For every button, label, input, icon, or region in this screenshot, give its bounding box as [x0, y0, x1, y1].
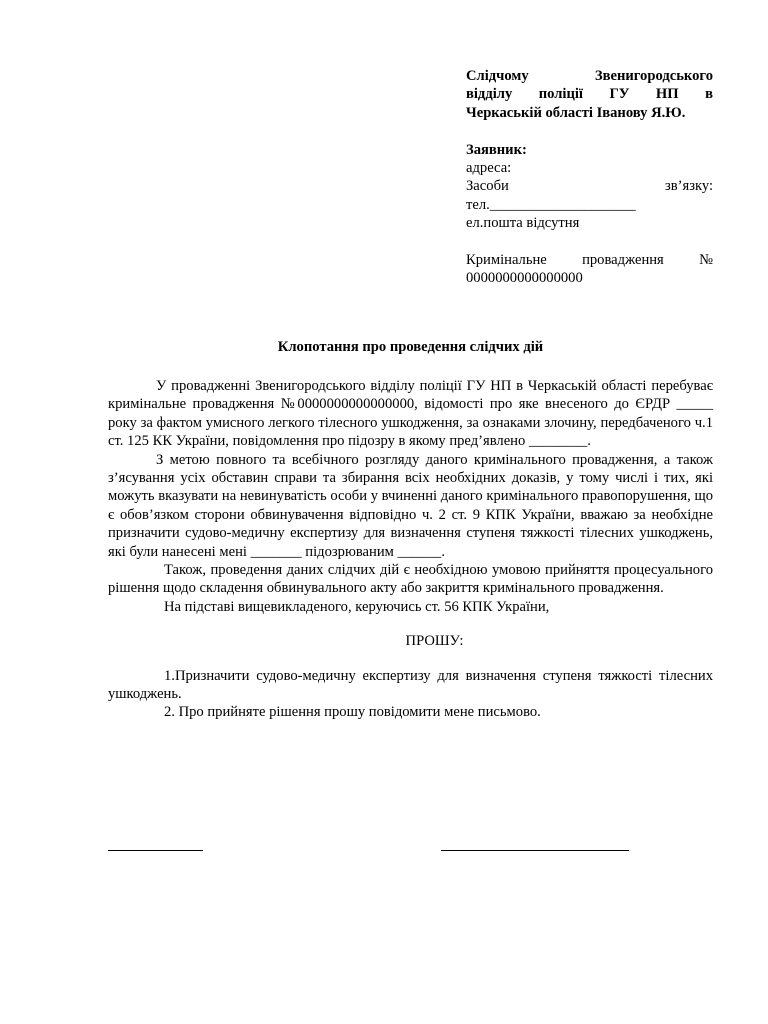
- name-line: [441, 838, 629, 851]
- document-body: [108, 377, 713, 722]
- request-item-2: 2. Про прийняте рішення прошу повідомити мене письмово.: [164, 704, 541, 721]
- phone-label: тел.____________________: [466, 196, 636, 213]
- recipient-line: Слідчому Звенигородського: [466, 68, 713, 84]
- email-label: ел.пошта відсутня: [466, 215, 580, 232]
- recipient-line: відділу поліції ГУ НП в: [466, 86, 713, 103]
- paragraph-basis: На підставі вищевикладеного, керуючись ст. 56 КПК України,: [164, 598, 550, 615]
- case-number-label: Кримінальне провадження №: [466, 252, 713, 269]
- signature-line: [108, 838, 203, 851]
- recipient-line: Черкаській області Іванову Я.Ю.: [466, 104, 686, 121]
- case-number: 0000000000000000: [466, 270, 583, 287]
- paragraph-necessity: Також, проведення даних слідчих дій є необхідною умовою прийняття процесуального рішення щодо складення обвинувального акту або закриття кримінального провадження.: [108, 562, 713, 597]
- addressee-block: [466, 67, 713, 288]
- request-item-1: 1.Призначити судово-медичну експертизу для визначення ступеня тяжкості тілесних ушкоджень.: [108, 667, 713, 703]
- paragraph-case-info: У провадженні Звенигородського відділу поліції ГУ НП в Черкаській області перебуває кримінальне провадження №0000000000000000, відомості про яке внесеного до ЄРДР _____ року за фактом умисного легкого тілесного ушкодження, за ознаками злочину, передбаченого ч.1 ст. 125 КК України, повідомлення про підозру в якому пред’явлено ________.: [108, 378, 713, 450]
- contact-label: Засоби зв’язку:: [466, 178, 713, 195]
- paragraph-purpose: З метою повного та всебічного розгляду даного кримінального провадження, а також з’ясування усіх обставин справи та збирання всіх необхідних доказів, у тому числі і тих, які можуть вказувати на невинуватість особи у вчиненні даного кримінального правопорушення, що є обов’язком сторони обвинувачення відповідно ч. 2 ст. 9 КПК України, вважаю за необхідне призначити судово-медичну експертизу для визначення ступеня тяжкості тілесних ушкоджень, які були нанесені мені _______ підозрюваним ______.: [108, 451, 713, 560]
- applicant-label: Заявник:: [466, 141, 527, 158]
- address-label: адреса:: [466, 160, 512, 177]
- document-title: Клопотання про проведення слідчих дій: [277, 339, 544, 355]
- request-heading: ПРОШУ:: [405, 633, 464, 650]
